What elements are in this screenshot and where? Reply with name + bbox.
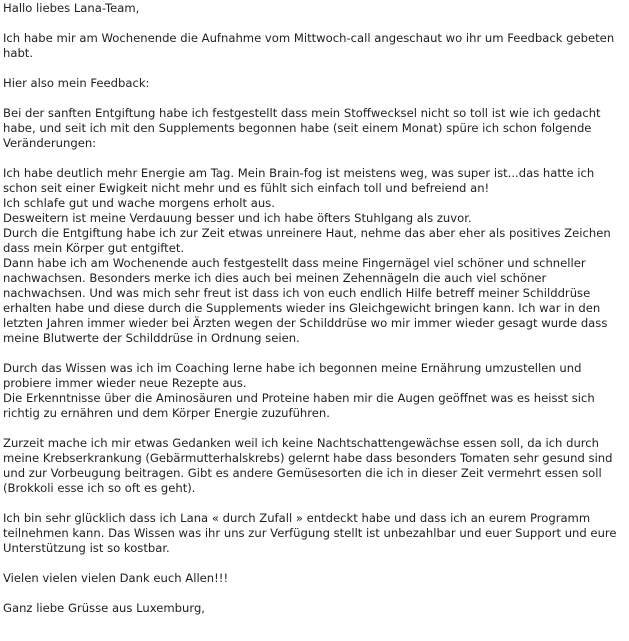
feedback-heading: Hier also mein Feedback: [3,76,150,90]
changes-paragraph [3,166,625,346]
question-paragraph: Zurzeit mache ich mir etwas Gedanken weil ich keine Nachtschattengewächse essen soll, da ich durch meine Krebserkrankung (Gebärmutterhalskrebs) gelernt habe dass besonders Tomaten sehr gesund sind und zur Vorbeugung beitragen. Gibt es andere Gemüsesorten die ich in dieser Zeit vermehrt essen soll (Brokkoli esse ich so oft es geht). [3,436,613,495]
thanks-line: Vielen vielen vielen Dank euch Allen!!! [3,571,229,585]
coaching-line: Die Erkenntnisse über die Aminosäuren und Proteine haben mir die Augen geöffnet was es heisst sich richtig zu ernähren und dem Körper Energie zuzuführen. [3,391,595,420]
email-greeting: Hallo liebes Lana-Team, [3,1,140,15]
email-body [3,1,625,631]
detox-paragraph: Bei der sanften Entgiftung habe ich festgestellt dass mein Stoffwecksel nicht so toll ist wie ich gedacht habe, und seit ich mit den Supplements begonnen habe (seit einem Monat) spüre ich schon folgende Veränderungen: [3,106,601,150]
change-line: Dann habe ich am Wochenende auch festgestellt dass meine Fingernägel viel schöner und schneller nachwachsen. Besonders merke ich dies auch bei meinen Zehennägeln die auch viel schöner nachwachsen. Und was mich sehr freut ist dass ich von euch endlich Hilfe betreff meiner Schilddrüse erhalten habe und diese durch die Supplements wieder ins Gleichgewicht bringen kann. Ich war in den letzten Jahren immer wieder bei Ärzten wegen der Schilddrüse wo mir immer wieder gesagt wurde dass meine Blutwerte der Schilddrüse in Ordnung seien. [3,256,608,345]
change-line: Ich habe deutlich mehr Energie am Tag. Mein Brain-fog ist meistens weg, was super ist...das hatte ich schon seit einer Ewigkeit nicht mehr und es fühlt sich einfach toll und befreiend an! [3,166,595,195]
coaching-line: Durch das Wissen was ich im Coaching lerne habe ich begonnen meine Ernährung umzustellen und probiere immer wieder neue Rezepte aus. [3,361,582,390]
change-line: Ich schlafe gut und wache morgens erholt aus. [3,196,275,210]
change-line: Durch die Entgiftung habe ich zur Zeit etwas unreinere Haut, nehme das aber eher als positives Zeichen dass mein Körper gut entgiftet. [3,226,611,255]
coaching-paragraph [3,361,625,421]
gratitude-paragraph: Ich bin sehr glücklich dass ich Lana « durch Zufall » entdeckt habe und dass ich an eurem Programm teilnehmen kann. Das Wissen was ihr uns zur Verfügung stellt ist unbezahlbar und euer Support und eure Unterstützung ist so kostbar. [3,511,617,555]
closing-line: Ganz liebe Grüsse aus Luxemburg, [3,601,205,615]
email-intro: Ich habe mir am Wochenende die Aufnahme vom Mittwoch-call angeschaut wo ihr um Feedback gebeten habt. [3,31,615,60]
change-line: Desweitern ist meine Verdauung besser und ich habe öfters Stuhlgang als zuvor. [3,211,472,225]
